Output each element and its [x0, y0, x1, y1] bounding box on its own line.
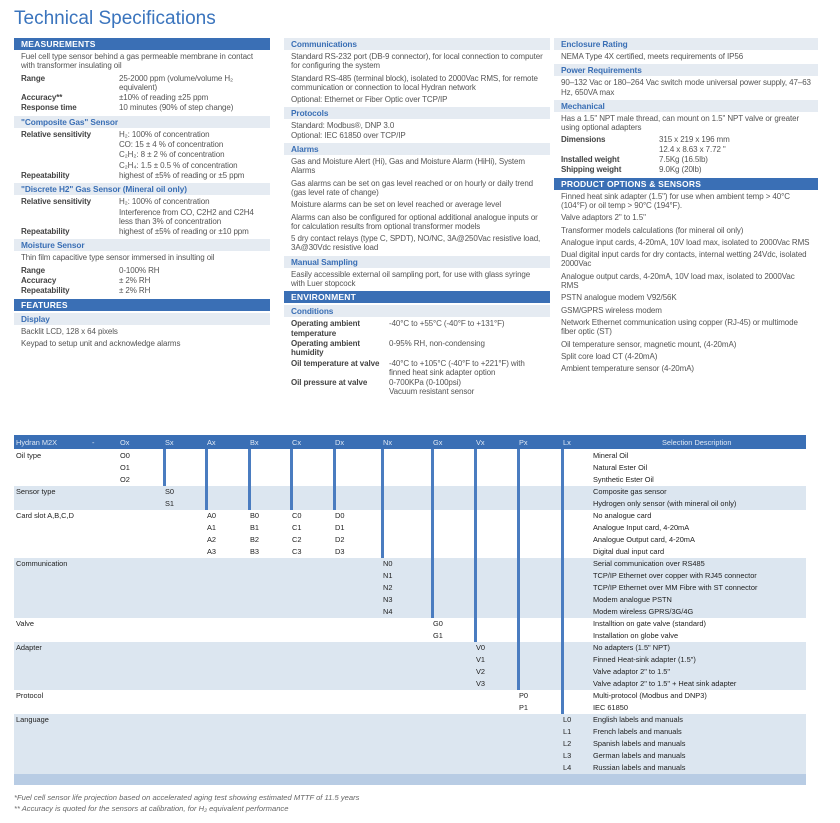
option-code: A2: [207, 535, 217, 544]
subsection-header: "Discrete H2" Gas Sensor (Mineral oil only): [14, 183, 270, 195]
option-code: L3: [563, 751, 572, 760]
spec-text: Gas alarms can be set on gas level reached or on hourly or daily trend (gas level rate of change): [291, 178, 534, 197]
spec-text: Oil temperature sensor, magnetic mount, (4-20mA): [561, 339, 737, 349]
spec-label: Accuracy**: [21, 93, 63, 103]
header-cell: Ox: [120, 438, 130, 447]
group-label: Valve: [16, 619, 34, 628]
option-description: German labels and manuals: [593, 751, 686, 760]
spec-label: Oil pressure at valve: [291, 378, 368, 388]
option-code: B1: [250, 523, 260, 532]
option-description: IEC 61850: [593, 703, 628, 712]
column-connector-bar: [163, 449, 166, 486]
spec-table: [14, 197, 270, 236]
option-code: B2: [250, 535, 260, 544]
footnote-2: ** Accuracy is quoted for the sensors at calibration, for H₂ equivalent performance: [14, 804, 289, 813]
spec-column-2: [284, 37, 550, 400]
spec-text: Thin film capacitive type sensor immersed in insulting oil: [21, 253, 215, 263]
option-code: O2: [120, 475, 130, 484]
header-cell: Hydran M2X: [16, 438, 58, 447]
option-code: A3: [207, 547, 217, 556]
table-footer-bar: [14, 774, 806, 785]
option-description: Installation on globe valve: [593, 631, 679, 640]
option-description: Digital dual input card: [593, 547, 665, 556]
spec-label: Range: [21, 265, 45, 275]
option-code: D2: [335, 535, 345, 544]
option-code: L4: [563, 763, 572, 772]
header-cell: Dx: [335, 438, 345, 447]
column-connector-bar: [248, 449, 251, 510]
option-description: Analogue Output card, 4-20mA: [593, 535, 695, 544]
spec-value: 0-95% RH, non-condensing: [389, 338, 485, 348]
option-code: N1: [383, 571, 393, 580]
option-code: G0: [433, 619, 443, 628]
spec-text: Standard RS-232 port (DB-9 connector), for local connection to computer for configuring the system: [291, 52, 543, 71]
spec-label: Response time: [21, 103, 77, 113]
spec-value: 7.5Kg (16.5lb): [659, 155, 708, 165]
subsection-header: Communications: [284, 38, 550, 50]
table-group-band: [14, 510, 806, 558]
group-label: Language: [16, 715, 49, 724]
subsection-header: Mechanical: [554, 100, 818, 112]
header-cell: Ax: [207, 438, 216, 447]
spec-text: Finned heat sink adapter (1.5") for use when ambient temp > 40°C (104°F) or oil temp > 90°C (194°F).: [561, 191, 790, 210]
option-description: Hydrogen only sensor (with mineral oil only): [593, 499, 737, 508]
option-code: L1: [563, 727, 572, 736]
table-header: [14, 435, 806, 449]
spec-label: Operating ambient humidity: [291, 338, 360, 358]
subsection-header: Protocols: [284, 107, 550, 119]
footnote-1: *Fuel cell sensor life projection based on accelerated aging test showing estimated MTTF of 11.5 years: [14, 793, 360, 802]
spec-value: CO: 15 ± 4 % of concentration: [119, 140, 224, 150]
spec-text: Optional: Ethernet or Fiber Optic over TCP/IP: [291, 95, 448, 105]
subsection-header: Conditions: [284, 305, 550, 317]
spec-value: C₂H₂: 8 ± 2 % of concentration: [119, 150, 225, 160]
header-cell: Lx: [563, 438, 571, 447]
spec-label: Operating ambient temperature: [291, 319, 360, 338]
group-label: Adapter: [16, 643, 42, 652]
spec-text: Analogue input cards, 4-20mA, 10V load max, isolated to 2000Vac RMS: [561, 237, 810, 247]
section-header: ENVIRONMENT: [284, 291, 550, 303]
option-description: Russian labels and manuals: [593, 763, 686, 772]
option-code: B3: [250, 547, 260, 556]
option-description: Spanish labels and manuals: [593, 739, 686, 748]
option-code: C1: [292, 523, 302, 532]
header-cell: Px: [519, 438, 528, 447]
option-description: Analogue Input card, 4-20mA: [593, 523, 690, 532]
spec-label: [21, 150, 119, 159]
subsection-header: Manual Sampling: [284, 256, 550, 268]
spec-text: Network Ethernet communication using copper (RJ-45) or multimode fiber optic (ST): [561, 317, 798, 337]
header-cell: Gx: [433, 438, 443, 447]
group-label: Sensor type: [16, 487, 56, 496]
header-cell: Selection Description: [662, 438, 732, 447]
spec-value: ± 2% RH: [119, 276, 151, 286]
table-group-band: [14, 450, 806, 486]
column-connector-bar: [205, 449, 208, 510]
option-code: D0: [335, 511, 345, 520]
spec-value: 9.0Kg (20lb): [659, 165, 702, 175]
subsection-header: Alarms: [284, 143, 550, 155]
spec-value: 315 x 219 x 196 mm 12.4 x 8.63 x 7.72 ": [659, 135, 730, 154]
group-label: Protocol: [16, 691, 44, 700]
spec-label: Repeatability: [21, 286, 70, 296]
option-code: V0: [476, 643, 486, 652]
spec-column-1: [14, 37, 270, 351]
spec-table: [14, 266, 270, 296]
spec-text: Keypad to setup unit and acknowledge alarms: [21, 338, 181, 348]
spec-label: Dimensions: [561, 135, 606, 145]
spec-label: Repeatability: [21, 170, 70, 180]
spec-label: Relative sensitivity: [21, 129, 92, 139]
ordering-table: [14, 435, 806, 786]
spec-value: 10 minutes (90% of step change): [119, 103, 234, 113]
spec-label: [21, 140, 119, 149]
column-connector-bar: [431, 449, 434, 618]
option-code: N2: [383, 583, 393, 592]
header-cell: Cx: [292, 438, 302, 447]
spec-value: ±10% of reading ±25 ppm: [119, 93, 209, 103]
option-code: S1: [165, 499, 175, 508]
option-description: Natural Ester Oil: [593, 463, 648, 472]
spec-table: [284, 319, 550, 396]
option-description: Multi-protocol (Modbus and DNP3): [593, 691, 707, 700]
spec-label: Shipping weight: [561, 165, 622, 175]
group-label: Communication: [16, 559, 68, 568]
option-description: TCP/IP Ethernet over copper with RJ45 connector: [593, 571, 757, 580]
option-code: C0: [292, 511, 302, 520]
spec-text: Moisture alarms can be set on level reached or average level: [291, 200, 502, 210]
option-code: V2: [476, 667, 486, 676]
subsection-header: Enclosure Rating: [554, 38, 818, 50]
spec-text: Standard RS-485 (terminal block), isolated to 2000Vac RMS, for remote communication or connection to local Hydran network: [291, 73, 538, 92]
option-description: Mineral Oil: [593, 451, 629, 460]
spec-value: H₂: 100% of concentration: [119, 129, 210, 139]
spec-table: [14, 130, 270, 180]
section-header: PRODUCT OPTIONS & SENSORS: [554, 178, 818, 190]
spec-value: C₂H₄: 1.5 ± 0.5 % of concentration: [119, 160, 238, 170]
spec-label: Repeatability: [21, 227, 70, 237]
spec-label: [21, 208, 119, 227]
spec-label: Range: [21, 73, 45, 83]
option-code: N3: [383, 595, 393, 604]
spec-label: Accuracy: [21, 276, 57, 286]
spec-value: Interference from CO, C2H2 and C2H4 less than 3% of concentration: [119, 207, 254, 226]
option-code: D3: [335, 547, 345, 556]
option-code: C2: [292, 535, 302, 544]
spec-table: [14, 74, 270, 113]
header-cell: Sx: [165, 438, 174, 447]
option-description: Finned Heat-sink adapter (1.5"): [593, 655, 696, 664]
option-code: G1: [433, 631, 443, 640]
column-connector-bar: [333, 449, 336, 510]
spec-value: highest of ±5% of reading or ±5 ppm: [119, 170, 245, 180]
header-cell: -: [92, 438, 95, 447]
spec-text: GSM/GPRS wireless modem: [561, 305, 662, 315]
spec-text: Analogue output cards, 4-20mA, 10V load max, isolated to 2000Vac RMS: [561, 271, 795, 291]
group-label: Card slot A,B,C,D: [16, 511, 74, 520]
spec-text: Ambient temperature sensor (4-20mA): [561, 364, 695, 374]
column-connector-bar: [290, 449, 293, 510]
spec-text: Easily accessible external oil sampling port, for use with glass syringe with Luer stopcock: [291, 269, 531, 289]
spec-text: 5 dry contact relays (type C, SPDT), NO/NC, 3A@250Vac resistive load, 3A@30Vdc resistive load: [291, 234, 541, 253]
column-connector-bar: [561, 449, 564, 714]
spec-value: -40°C to +55°C (-40°F to +131°F): [389, 319, 505, 329]
subsection-header: Power Requirements: [554, 64, 818, 76]
section-header: MEASUREMENTS: [14, 38, 270, 50]
spec-value: H₂: 100% of concentration: [119, 197, 210, 207]
option-code: O0: [120, 451, 130, 460]
spec-text: PSTN analogue modem V92/56K: [561, 293, 677, 303]
option-code: C3: [292, 547, 302, 556]
spec-text: Valve adaptors 2" to 1.5": [561, 213, 646, 223]
spec-text: 90–132 Vac or 180–264 Vac switch mode universal power supply, 47–63 Hz, 650VA max: [561, 78, 811, 97]
option-description: Modem analogue PSTN: [593, 595, 672, 604]
column-connector-bar: [381, 449, 384, 558]
spec-text: Fuel cell type sensor behind a gas permeable membrane in contact with transformer insulating oil: [21, 52, 253, 71]
header-cell: Bx: [250, 438, 259, 447]
option-description: Valve adaptor 2" to 1.5": [593, 667, 671, 676]
option-code: O1: [120, 463, 130, 472]
option-description: Composite gas sensor: [593, 487, 667, 496]
option-code: V3: [476, 679, 486, 688]
spec-text: Has a 1.5" NPT male thread, can mount on 1.5" NPT valve or greater using optional adapters: [561, 113, 800, 133]
spec-text: Alarms can also be configured for optional additional analogue inputs or for calculation results from optional transformer models: [291, 212, 538, 231]
option-code: A1: [207, 523, 217, 532]
option-code: V1: [476, 655, 486, 664]
option-description: No analogue card: [593, 511, 652, 520]
section-header: FEATURES: [14, 299, 270, 311]
spec-text: Dual digital input cards for dry contacts, internal wetting 24Vdc, isolated 2000Vac: [561, 250, 807, 269]
spec-table: [554, 135, 818, 174]
column-connector-bar: [517, 449, 520, 690]
group-label: Oil type: [16, 451, 42, 460]
spec-label: Oil temperature at valve: [291, 358, 380, 368]
option-description: Modem wireless GPRS/3G/4G: [593, 607, 694, 616]
spec-text: Backlit LCD, 128 x 64 pixels: [21, 326, 118, 336]
option-code: A0: [207, 511, 217, 520]
option-code: N4: [383, 607, 393, 616]
option-description: TCP/IP Ethernet over MM Fibre with ST connector: [593, 583, 758, 592]
spec-value: ± 2% RH: [119, 286, 151, 296]
spec-text: Gas and Moisture Alert (Hi), Gas and Moisture Alarm (HiHi), System Alarms: [291, 157, 525, 176]
option-code: P1: [519, 703, 529, 712]
spec-label: Installed weight: [561, 155, 620, 165]
option-code: B0: [250, 511, 260, 520]
option-description: Installtion on gate valve (standard): [593, 619, 706, 628]
column-connector-bar: [474, 449, 477, 642]
option-code: D1: [335, 523, 345, 532]
header-cell: Vx: [476, 438, 485, 447]
page-title: Technical Specifications: [14, 8, 216, 29]
subsection-header: Display: [14, 313, 270, 325]
header-cell: Nx: [383, 438, 393, 447]
spec-value: 0-100% RH: [119, 265, 160, 275]
spec-text: Split core load CT (4-20mA): [561, 351, 658, 361]
option-description: French labels and manuals: [593, 727, 682, 736]
option-description: Valve adaptor 2" to 1.5" + Heat sink adapter: [593, 679, 737, 688]
subsection-header: "Composite Gas" Sensor: [14, 116, 270, 128]
option-code: L2: [563, 739, 572, 748]
option-description: Serial communication over RS485: [593, 559, 705, 568]
option-code: N0: [383, 559, 393, 568]
option-description: Synthetic Ester Oil: [593, 475, 654, 484]
spec-value: 25-2000 ppm (volume/volume H₂ equivalent): [119, 73, 234, 92]
subsection-header: Moisture Sensor: [14, 239, 270, 251]
spec-value: 0-700KPa (0-100psi) Vacuum resistant sensor: [389, 378, 475, 397]
spec-text: Standard: Modbus®, DNP 3.0 Optional: IEC 61850 over TCP/IP: [291, 121, 406, 140]
option-code: P0: [519, 691, 529, 700]
spec-value: -40°C to +105°C (-40°F to +221°F) with finned heat sink adapter option: [389, 358, 525, 377]
spec-label: [21, 161, 119, 170]
spec-text: Transformer models calculations (for mineral oil only): [561, 225, 744, 235]
option-description: No adapters (1.5" NPT): [593, 643, 670, 652]
table-group-band: [14, 714, 806, 774]
spec-column-3: [554, 37, 818, 376]
option-code: L0: [563, 715, 572, 724]
spec-text: NEMA Type 4X certified, meets requirements of IP56: [561, 52, 744, 61]
spec-label: Relative sensitivity: [21, 197, 92, 207]
spec-value: highest of ±5% of reading or ±10 ppm: [119, 227, 249, 237]
option-description: English labels and manuals: [593, 715, 683, 724]
option-code: S0: [165, 487, 175, 496]
